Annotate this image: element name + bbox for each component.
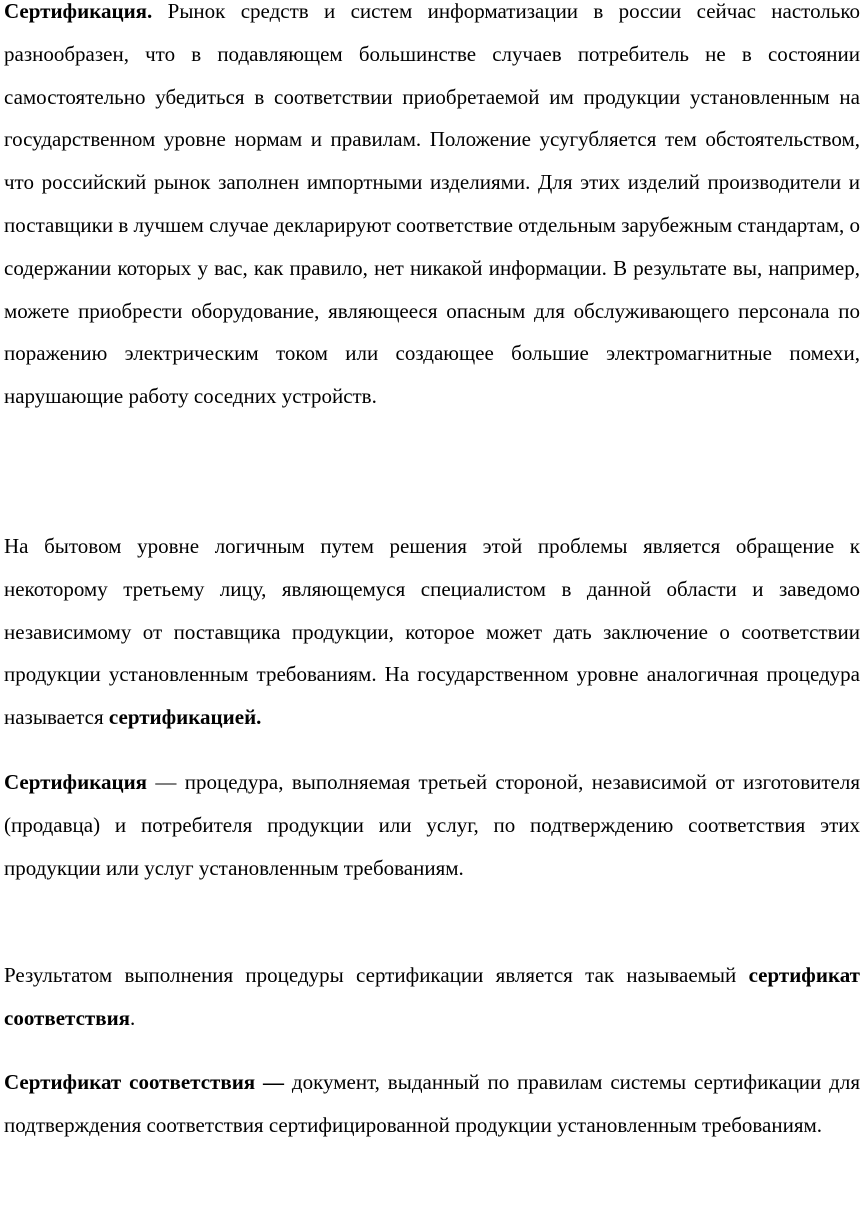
paragraph-text: Результатом выполнения процедуры сертификации является так называемый (4, 963, 749, 987)
paragraph-certificate-result (4, 954, 860, 1040)
paragraph-text: — процедура, выполняемая третьей стороной, независимой от изготовителя (продавца) и потребителя продукции или услуг, по подтверждению соответствия этих продукции или услуг установленным требованиям. (4, 770, 860, 880)
term-certificate-of-conformity: сертификат соответствия (4, 963, 860, 1030)
paragraph-text: документ, выданный по правилам системы сертификации для подтверждения соответствия сертифицированной продукции установленным требованиям. (4, 1070, 860, 1137)
paragraph-text: Рынок средств и систем информатизации в россии сейчас настолько разнообразен, что в подавляющем большинстве случаев потребитель не в состоянии самостоятельно убедиться в соответствии приобретаемой им продукции установленным на государственном уровне нормам и правилам. Положение усугубляется тем обстоятельством, что российский рынок заполнен импортными изделиями. Для этих изделий производители и поставщики в лучшем случае декларируют соответствие отдельным зарубежным стандартам, о содержании которых у вас, как правило, нет никакой информации. В результате вы, например, можете приобрести оборудование, являющееся опасным для обслуживающего персонала по поражению электрическим током или создающее большие электромагнитные помехи, нарушающие работу соседних устройств. (4, 0, 860, 409)
term-certificate-definition: Сертификат соответствия — (4, 1070, 285, 1094)
paragraph-certification-definition (4, 761, 860, 889)
paragraph-third-party (4, 525, 860, 739)
term-certification-emphasis: сертификацией. (108, 705, 262, 730)
paragraph-text: На бытовом уровне логичным путем решения этой проблемы является обращение к некоторому третьему лицу, являющемуся специалистом в данной области и заведомо независимому от поставщика продукции, которое может дать заключение о соответствии продукции установленным требованиям. На государственном уровне аналогичная процедура называется (4, 534, 860, 730)
term-certification: Сертификация (4, 770, 148, 794)
term-certification-heading: Сертификация. (4, 0, 153, 23)
paragraph-certification-intro (4, 0, 860, 418)
paragraph-text: . (130, 1005, 136, 1030)
paragraph-certificate-definition (4, 1061, 860, 1147)
